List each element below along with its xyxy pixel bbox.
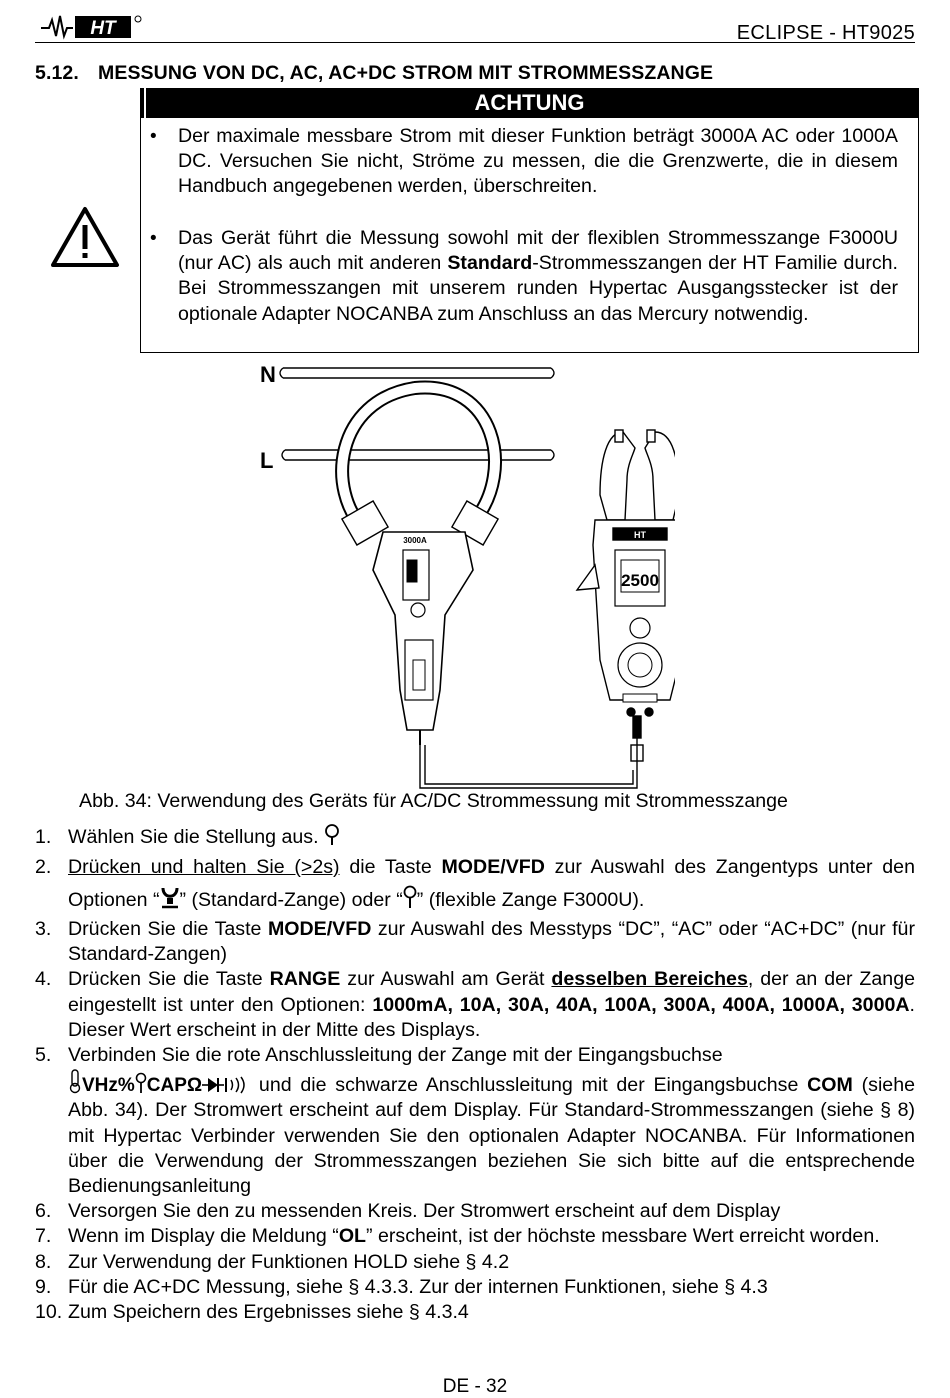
- conductor-n-label: N: [260, 362, 276, 387]
- step-4-text-a: Drücken Sie die Taste: [68, 968, 270, 991]
- step-5-jack-symbol-b: CAPΩ: [146, 1075, 203, 1097]
- step-5-text-b: und die schwarze Anschlussleitung mit der Eingangsbuchse: [250, 1074, 808, 1097]
- warning-triangle-icon: [50, 205, 120, 269]
- step-7-text-c: ” erscheint, ist der höchste messbare Wert erreicht worden.: [366, 1225, 880, 1248]
- warning-bar-tick: [144, 88, 146, 118]
- step-4-text-e: , der an der Zange eingestellt ist unter den Optionen:: [68, 968, 915, 1016]
- step-4: [35, 967, 915, 1043]
- step-2-number: 2.: [35, 856, 52, 878]
- clamp-meter-illustration: [255, 360, 675, 790]
- step-2-text-e: ” (flexible Zange F3000U).: [416, 889, 645, 911]
- step-4-ranges: 1000mA, 10A, 30A, 40A, 100A, 300A, 400A, 1000A, 3000A: [372, 993, 910, 1016]
- step-7-text-a: Wenn im Display die Meldung “: [68, 1225, 339, 1248]
- conductor-l: [282, 450, 554, 460]
- flex-clamp-jack-icon: [135, 1072, 147, 1094]
- doc-title: ECLIPSE - HT9025: [736, 22, 915, 44]
- conductor-n: [280, 368, 554, 378]
- thermometer-icon: [68, 1068, 82, 1094]
- step-4-text-g: . Dieser Wert erscheint in der Mitte des Displays.: [68, 993, 915, 1041]
- step-2-text-a: die Taste: [339, 856, 442, 878]
- step-5-text-c: (siehe Abb. 34). Der Stromwert erscheint auf dem Display. Für Standard-Strommesszangen (siehe § 8) mit Hypertac Verbinder verwenden Sie den optionalen Adapter NOCANBA. Für Informationen über die Verwendung der Strommesszangen beziehen Sie sich bitte auf die entsprechende Bedienungsanleitung: [68, 1074, 915, 1198]
- step-10-number: 10.: [35, 1301, 63, 1324]
- step-9: [35, 1275, 915, 1300]
- flex-clamp-option-icon: [403, 885, 417, 909]
- step-10-text: Zum Speichern des Ergebnisses siehe § 4.3.4: [68, 1301, 469, 1324]
- meter-brand: HT: [634, 530, 646, 540]
- ht-logo-text: HT: [90, 18, 116, 39]
- step-4-number: 4.: [35, 968, 52, 991]
- warning-bullet-2-text-a: Das Gerät führt die Messung sowohl mit der flexiblen Strommesszange F3000U (nur AC) als auch mit anderen: [178, 227, 898, 275]
- step-7-number: 7.: [35, 1225, 52, 1248]
- step-3-text-c: zur Auswahl des Messtyps “DC”, “AC” oder “AC+DC” (nur für Standard-Zangen): [68, 918, 915, 966]
- section-heading: [35, 62, 713, 85]
- step-5-number: 5.: [35, 1044, 52, 1067]
- step-1-text: Wählen Sie die Stellung aus.: [68, 826, 319, 848]
- step-10: [35, 1300, 915, 1325]
- diode-continuity-icon: [202, 1076, 250, 1094]
- instruction-steps: [35, 823, 915, 1325]
- step-7: [35, 1224, 915, 1249]
- warning-label: ACHTUNG: [474, 90, 585, 115]
- flex-clamp-symbol-icon: [324, 824, 340, 846]
- page-header: [35, 10, 915, 43]
- step-3-number: 3.: [35, 918, 52, 940]
- conductor-l-label: L: [260, 448, 274, 473]
- step-9-number: 9.: [35, 1275, 52, 1298]
- step-2-underlined: Drücken und halten Sie (>2s): [68, 856, 340, 878]
- ht-logo: [41, 14, 161, 40]
- warning-bullet-1-text: Der maximale messbare Strom mit dieser Funktion beträgt 3000A AC oder 1000A DC. Versuchen Sie nicht, Ströme zu messen, die die Grenzwerte, die in diesem Handbuch angegebenen werden, überschreiten.: [178, 125, 898, 198]
- step-3-text-a: Drücken Sie die Taste: [68, 918, 268, 940]
- section-number: 5.12.: [35, 62, 79, 84]
- step-5-jack-symbol-a: VHz%: [82, 1075, 135, 1097]
- step-2-text-c: zur Auswahl des Zangentyps unter den Optionen “: [68, 856, 915, 911]
- warning-bullet-2: [178, 226, 898, 327]
- warning-bullet-2-text-b: -Strommesszangen der HT Familie durch. Bei Strommesszangen mit unserem runden Hypertac Ausgangsstecker ist der optionale Adapter NOCANBA zum Anschluss an das Mercury notwendig.: [178, 252, 899, 325]
- step-7-ol: OL: [338, 1225, 367, 1248]
- step-4-key: RANGE: [269, 968, 341, 991]
- step-1-number: 1.: [35, 826, 52, 848]
- figure-caption: Abb. 34: Verwendung des Geräts für AC/DC Strommessung mit Strommesszange: [79, 790, 788, 812]
- step-5: [35, 1043, 915, 1199]
- step-5-text-a: Verbinden Sie die rote Anschlussleitung der Zange mit der Eingangsbuchse: [68, 1044, 723, 1067]
- connection-cable: [420, 745, 637, 788]
- flexible-clamp: [342, 388, 498, 745]
- warning-bar: [140, 88, 919, 118]
- step-4-text-c: zur Auswahl am Gerät: [340, 968, 552, 991]
- section-title: MESSUNG VON DC, AC, AC+DC STROM MIT STROMMESSZANGE: [98, 62, 714, 84]
- step-6-number: 6.: [35, 1200, 52, 1223]
- step-8-number: 8.: [35, 1250, 52, 1273]
- page-number: DE - 32: [442, 1376, 508, 1397]
- step-5-com-jack: COM: [807, 1074, 853, 1097]
- step-3: [35, 917, 915, 967]
- step-1: [35, 823, 915, 851]
- step-8: [35, 1250, 915, 1275]
- step-9-text: Für die AC+DC Messung, siehe § 4.3.3. Zur der internen Funktionen, siehe § 4.3: [68, 1275, 768, 1298]
- step-2: [35, 851, 915, 917]
- clamp-rating-label: 3000A: [403, 536, 427, 545]
- step-6-text: Versorgen Sie den zu messenden Kreis. Der Stromwert erscheint auf dem Display: [68, 1200, 781, 1223]
- warning-bullet-1: [178, 124, 898, 200]
- step-4-emphasis: desselben Bereiches: [551, 968, 748, 991]
- step-2-text-d: ” (Standard-Zange) oder “: [179, 889, 403, 911]
- warning-box: [140, 118, 919, 353]
- step-2-key: MODE/VFD: [441, 856, 545, 878]
- meter-display-value: 2500: [621, 571, 659, 590]
- step-8-text: Zur Verwendung der Funktionen HOLD siehe § 4.2: [68, 1250, 510, 1273]
- warning-bullet-2-bold: Standard: [447, 252, 533, 275]
- step-6: [35, 1199, 915, 1224]
- step-3-key: MODE/VFD: [267, 918, 372, 940]
- standard-clamp-symbol-icon: [160, 885, 180, 909]
- meter-lead-plug: [631, 716, 643, 770]
